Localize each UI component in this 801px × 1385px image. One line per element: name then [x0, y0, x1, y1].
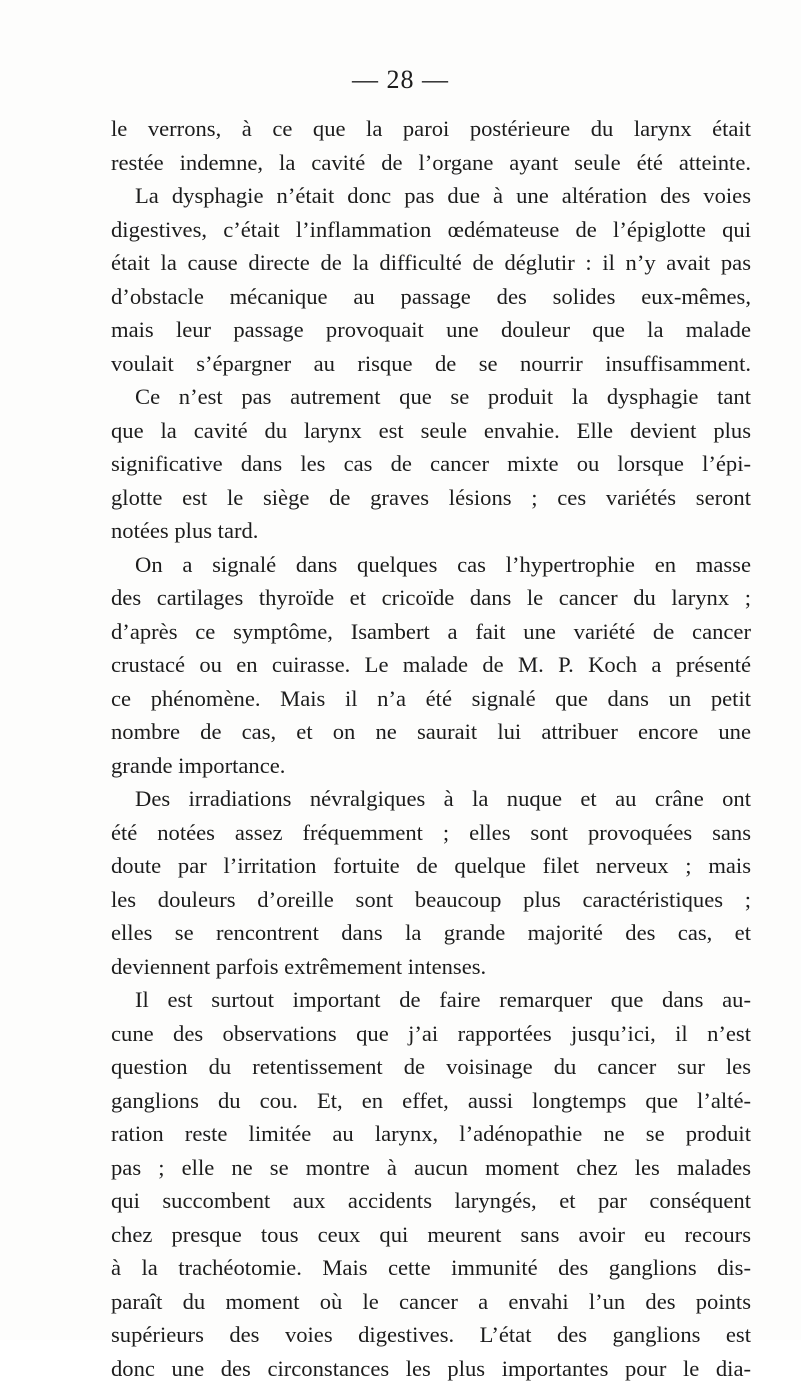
- text-line: notées plus tard.: [111, 514, 751, 548]
- text-line: à la trachéotomie. Mais cette immunité des ganglions dis-: [111, 1251, 751, 1285]
- text-line: elles se rencontrent dans la grande majorité des cas, et: [111, 916, 751, 950]
- text-line: d’après ce symptôme, Isambert a fait une variété de cancer: [111, 615, 751, 649]
- text-line: On a signalé dans quelques cas l’hypertrophie en masse: [111, 548, 751, 582]
- text-line: que la cavité du larynx est seule envahie. Elle devient plus: [111, 414, 751, 448]
- text-line: ce phénomène. Mais il n’a été signalé que dans un petit: [111, 682, 751, 716]
- text-line: été notées assez fréquemment ; elles sont provoquées sans: [111, 816, 751, 850]
- text-line: les douleurs d’oreille sont beaucoup plus caractéristiques ;: [111, 883, 751, 917]
- text-line: Il est surtout important de faire remarquer que dans au-: [111, 983, 751, 1017]
- text-line: La dysphagie n’était donc pas due à une altération des voies: [111, 179, 751, 213]
- text-line: crustacé ou en cuirasse. Le malade de M. P. Koch a présenté: [111, 648, 751, 682]
- text-line: d’obstacle mécanique au passage des solides eux-mêmes,: [111, 280, 751, 314]
- text-line: ganglions du cou. Et, en effet, aussi longtemps que l’alté-: [111, 1084, 751, 1118]
- body-text: [111, 112, 751, 1385]
- text-line: significative dans les cas de cancer mixte ou lorsque l’épi-: [111, 447, 751, 481]
- text-line: était la cause directe de la difficulté de déglutir : il n’y avait pas: [111, 246, 751, 280]
- text-line: question du retentissement de voisinage du cancer sur les: [111, 1050, 751, 1084]
- text-line: Des irradiations névralgiques à la nuque et au crâne ont: [111, 782, 751, 816]
- text-line: des cartilages thyroïde et cricoïde dans le cancer du larynx ;: [111, 581, 751, 615]
- text-line: cune des observations que j’ai rapportées jusqu’ici, il n’est: [111, 1017, 751, 1051]
- text-line: supérieurs des voies digestives. L’état des ganglions est: [111, 1318, 751, 1352]
- text-line: nombre de cas, et on ne saurait lui attribuer encore une: [111, 715, 751, 749]
- text-line: le verrons, à ce que la paroi postérieure du larynx était: [111, 112, 751, 146]
- text-line: qui succombent aux accidents laryngés, et par conséquent: [111, 1184, 751, 1218]
- text-line: glotte est le siège de graves lésions ; ces variétés seront: [111, 481, 751, 515]
- text-line: grande importance.: [111, 749, 751, 783]
- text-line: doute par l’irritation fortuite de quelque filet nerveux ; mais: [111, 849, 751, 883]
- text-line: pas ; elle ne se montre à aucun moment chez les malades: [111, 1151, 751, 1185]
- page-number: — 28 —: [0, 64, 801, 96]
- text-line: deviennent parfois extrêmement intenses.: [111, 950, 751, 984]
- text-line: mais leur passage provoquait une douleur que la malade: [111, 313, 751, 347]
- text-line: paraît du moment où le cancer a envahi l’un des points: [111, 1285, 751, 1319]
- text-line: donc une des circonstances les plus importantes pour le dia-: [111, 1352, 751, 1385]
- text-line: digestives, c’était l’inflammation œdémateuse de l’épiglotte qui: [111, 213, 751, 247]
- text-line: restée indemne, la cavité de l’organe ayant seule été atteinte.: [111, 146, 751, 180]
- text-line: Ce n’est pas autrement que se produit la dysphagie tant: [111, 380, 751, 414]
- text-line: voulait s’épargner au risque de se nourrir insuffisamment.: [111, 347, 751, 381]
- text-line: chez presque tous ceux qui meurent sans avoir eu recours: [111, 1218, 751, 1252]
- text-line: ration reste limitée au larynx, l’adénopathie ne se produit: [111, 1117, 751, 1151]
